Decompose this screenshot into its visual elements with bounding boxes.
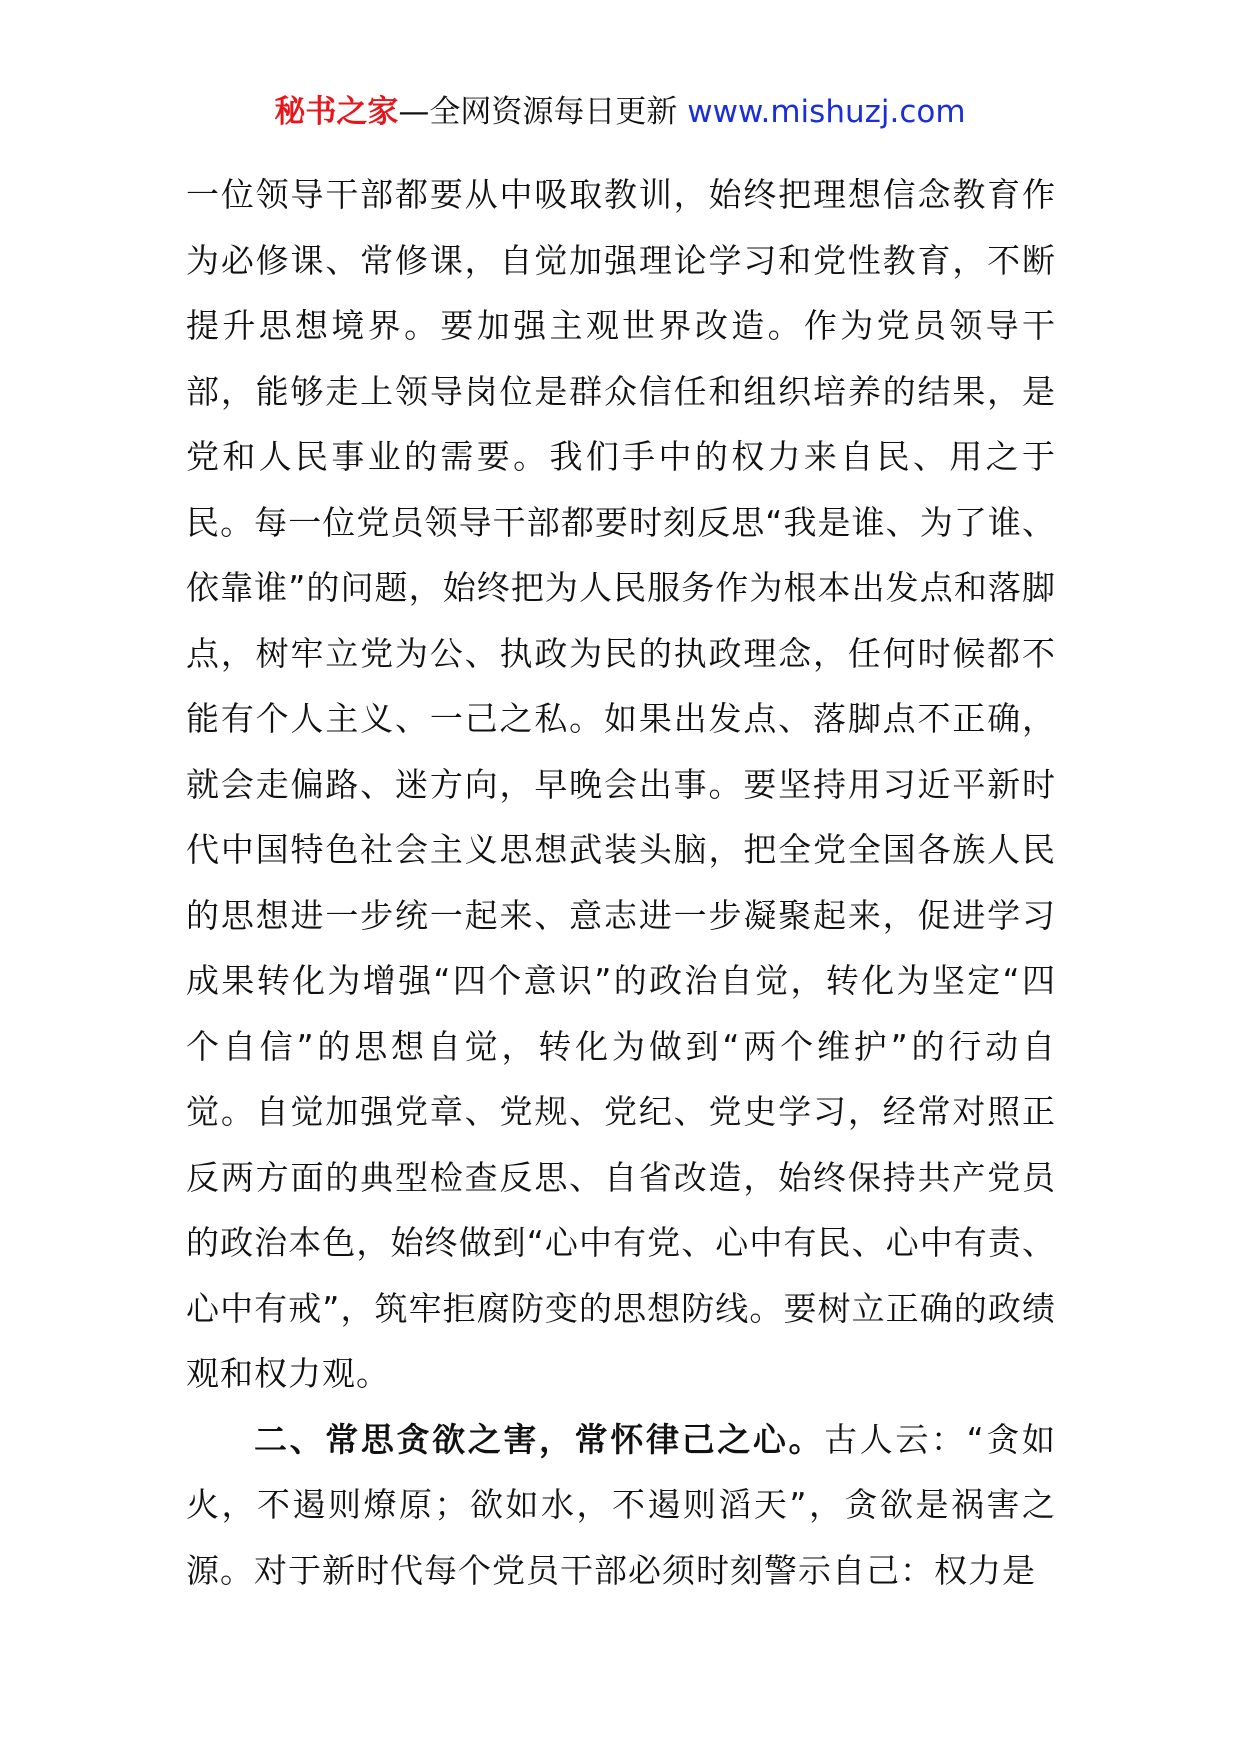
- site-header: [0, 92, 1240, 132]
- section-2-heading: 二、常思贪欲之害，常怀律己之心。: [254, 1419, 825, 1459]
- site-tagline: —全网资源每日更新: [398, 94, 688, 130]
- site-brand: 秘书之家: [274, 94, 399, 130]
- paragraph-1: 一位领导干部都要从中吸取教训，始终把理想信念教育作为必修课、常修课，自觉加强理论学习和党性教育，不断提升思想境界。要加强主观世界改造。作为党员领导干部，能够走上领导岗位是群众信任和组织培养的结果，是党和人民事业的需要。我们手中的权力来自民、用之于民。每一位党员领导干部都要时刻反思“我是谁、为了谁、依靠谁”的问题，始终把为人民服务作为根本出发点和落脚点，树牢立党为公、执政为民的执政理念，任何时候都不能有个人主义、一己之私。如果出发点、落脚点不正确，就会走偏路、迷方向，早晚会出事。要坚持用习近平新时代中国特色社会主义思想武装头脑，把全党全国各族人民的思想进一步统一起来、意志进一步凝聚起来，促进学习成果转化为增强“四个意识”的政治自觉，转化为坚定“四个自信”的思想自觉，转化为做到“两个维护”的行动自觉。自觉加强党章、党规、党纪、党史学习，经常对照正反两方面的典型检查反思、自省改造，始终保持共产党员的政治本色，始终做到“心中有党、心中有民、心中有责、心中有戒”，筑牢拒腐防变的思想防线。要树立正确的政绩观和权力观。: [186, 175, 1056, 1393]
- site-url-link[interactable]: www.mishuzj.com: [687, 94, 966, 130]
- paragraph-2: [186, 1407, 1056, 1604]
- document-body: [186, 162, 1056, 1603]
- section-2-text: 古人云：“贪如火，不遏则燎原；欲如水，不遏则滔天”，贪欲是祸害之源。对于新时代每个党员干部必须时刻警示自己：权力是: [186, 1419, 1056, 1590]
